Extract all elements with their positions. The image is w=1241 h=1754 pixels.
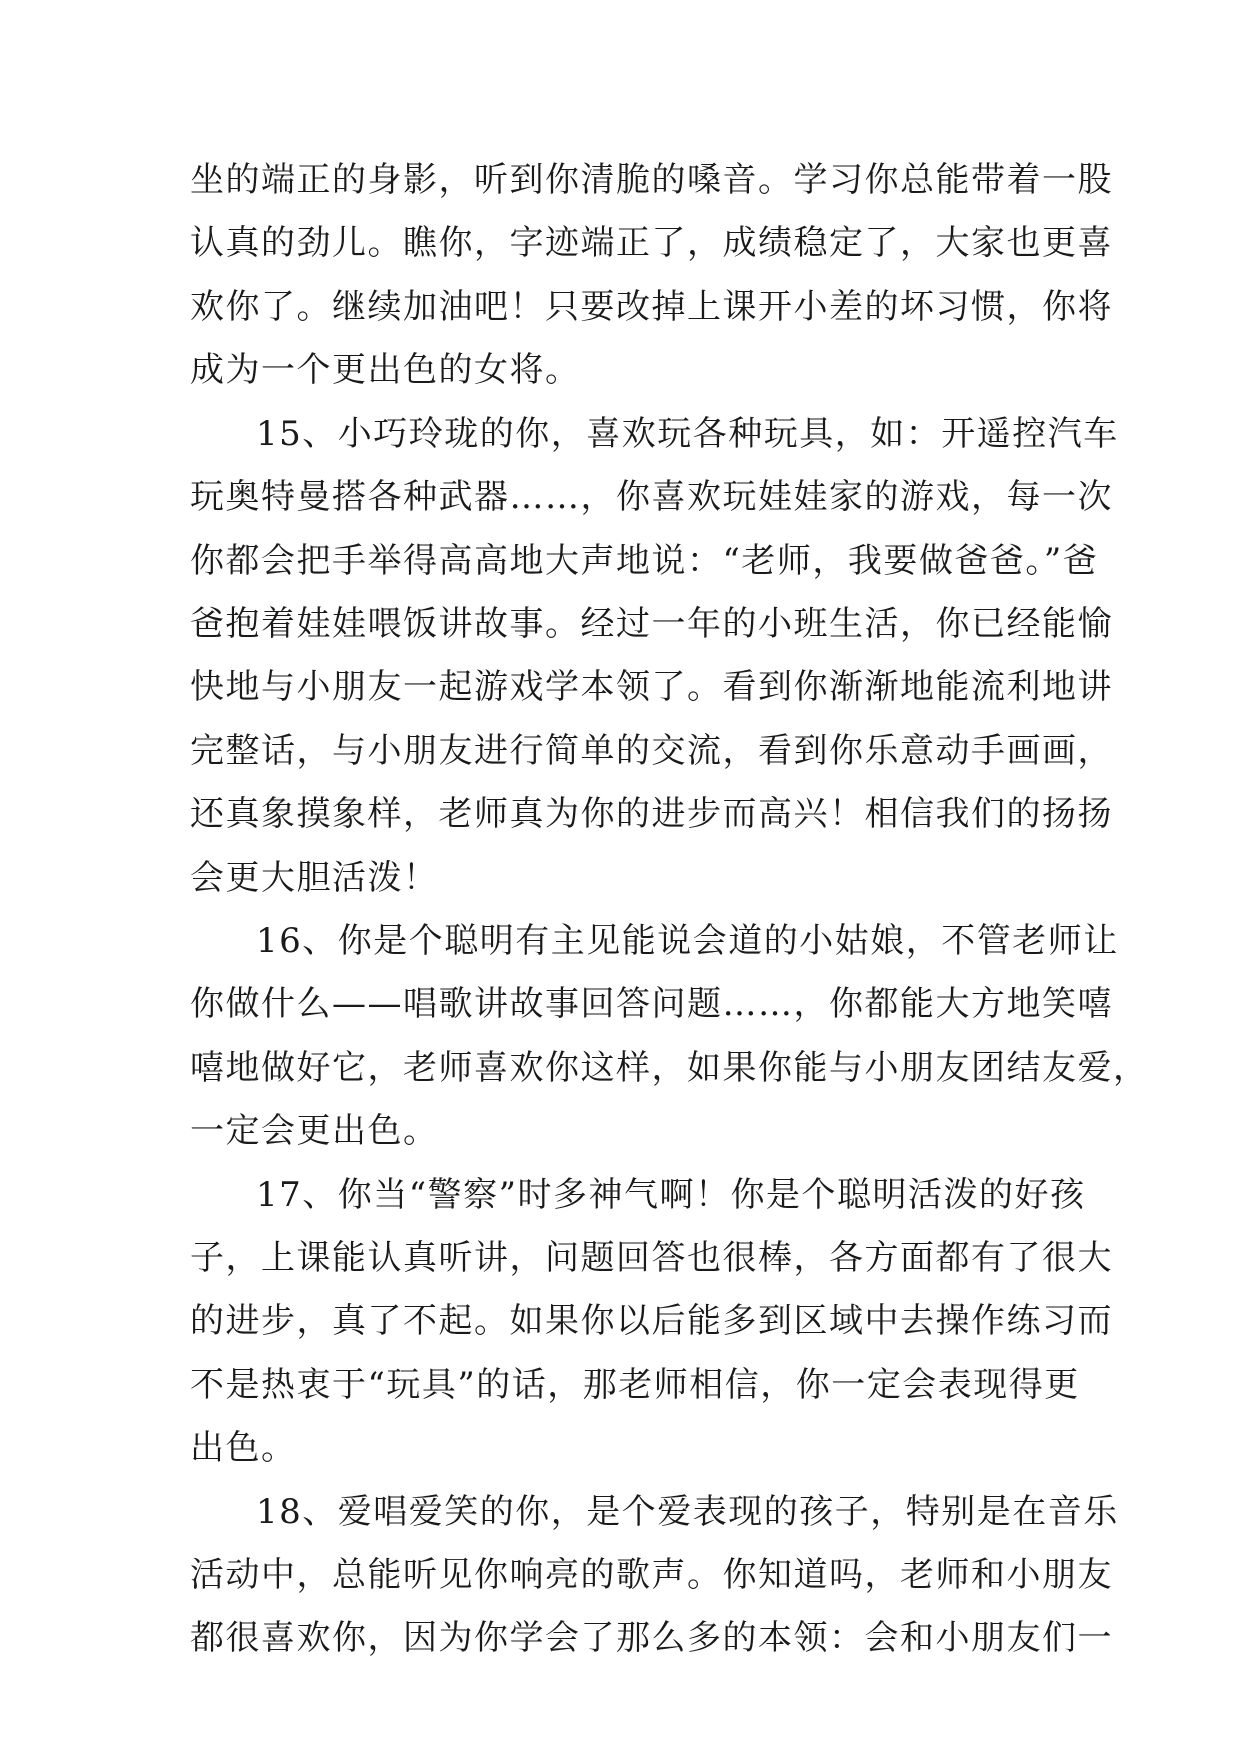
text-line: 完整话，与小朋友进行简单的交流，看到你乐意动手画画， [190,731,1113,771]
text-line: 爸抱着娃娃喂饭讲故事。经过一年的小班生活，你已经能愉 [190,604,1113,644]
paragraph-16-first-line: 16、你是个聪明有主见能说会道的小姑娘，不管老师让 [256,921,1119,961]
text-line: 出色。 [190,1428,297,1468]
text-line: 坐的端正的身影，听到你清脆的嗓音。学习你总能带着一股 [190,160,1113,200]
text-line: 玩奥特曼搭各种武器……，你喜欢玩娃娃家的游戏，每一次 [190,477,1113,517]
text-line: 不是热衷于“玩具”的话，那老师相信，你一定会表现得更 [190,1365,1080,1405]
text-line: 还真象摸象样，老师真为你的进步而高兴！相信我们的扬扬 [190,794,1113,834]
text-line: 都很喜欢你，因为你学会了那么多的本领：会和小朋友们一 [190,1618,1113,1658]
text-line: 认真的劲儿。瞧你，字迹端正了，成绩稳定了，大家也更喜 [190,223,1113,263]
text-line: 的进步，真了不起。如果你以后能多到区域中去操作练习而 [190,1301,1113,1341]
text-line: 快地与小朋友一起游戏学本领了。看到你渐渐地能流利地讲 [190,667,1113,707]
text-line: 活动中，总能听见你响亮的歌声。你知道吗，老师和小朋友 [190,1555,1113,1595]
text-line: 子，上课能认真听讲，问题回答也很棒，各方面都有了很大 [190,1238,1113,1278]
paragraph-18-first-line: 18、爱唱爱笑的你，是个爱表现的孩子，特别是在音乐 [256,1492,1119,1532]
text-line: 会更大胆活泼！ [190,858,439,898]
text-line: 嘻地做好它，老师喜欢你这样，如果你能与小朋友团结友爱， [190,1048,1149,1088]
paragraph-15-first-line: 15、小巧玲珑的你，喜欢玩各种玩具，如：开遥控汽车 [256,414,1119,454]
text-line: 欢你了。继续加油吧！只要改掉上课开小差的坏习惯，你将 [190,287,1113,327]
paragraph-17-first-line: 17、你当“警察”时多神气啊！你是个聪明活泼的好孩 [256,1175,1086,1215]
text-line: 成为一个更出色的女将。 [190,350,581,390]
text-line: 你做什么——唱歌讲故事回答问题……，你都能大方地笑嘻 [190,984,1113,1024]
text-line: 你都会把手举得高高地大声地说：“老师，我要做爸爸。”爸 [190,541,1099,581]
text-line: 一定会更出色。 [190,1111,439,1151]
